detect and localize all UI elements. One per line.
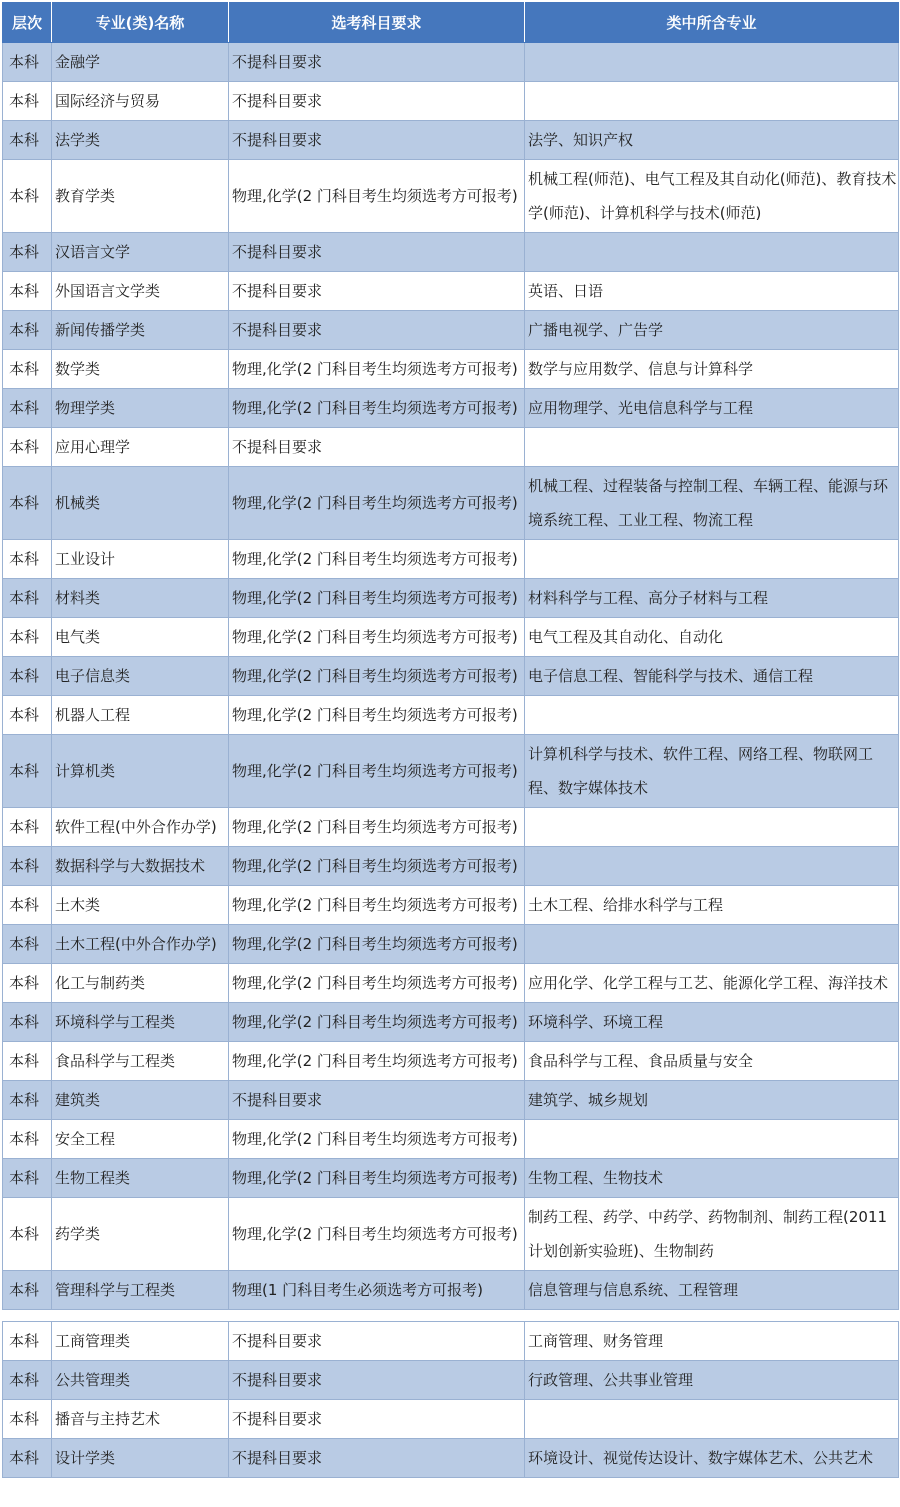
table-row [3,618,899,657]
table-row [3,847,899,886]
cell-major: 土木工程(中外合作办学) [52,925,229,964]
cell-major: 法学类 [52,121,229,160]
cell-level: 本科 [3,1439,52,1478]
cell-major: 软件工程(中外合作办学) [52,808,229,847]
cell-major: 工业设计 [52,540,229,579]
cell-level: 本科 [3,389,52,428]
cell-major: 设计学类 [52,1439,229,1478]
cell-included: 信息管理与信息系统、工程管理 [525,1271,899,1310]
cell-requirement: 物理,化学(2 门科目考生均须选考方可报考) [229,925,525,964]
table-row [3,1042,899,1081]
cell-level: 本科 [3,886,52,925]
cell-level: 本科 [3,579,52,618]
cell-level: 本科 [3,233,52,272]
table-gap [3,1310,899,1322]
cell-level: 本科 [3,43,52,82]
table-row [3,1361,899,1400]
table-row [3,1159,899,1198]
table-row [3,1322,899,1361]
cell-level: 本科 [3,121,52,160]
cell-included: 机械工程(师范)、电气工程及其自动化(师范)、教育技术学(师范)、计算机科学与技术(师范) [525,160,899,233]
cell-level: 本科 [3,735,52,808]
table-row [3,886,899,925]
table-body [3,43,899,1478]
table-row [3,964,899,1003]
cell-level: 本科 [3,808,52,847]
cell-requirement: 物理,化学(2 门科目考生均须选考方可报考) [229,1120,525,1159]
table-row [3,428,899,467]
table-row [3,1198,899,1271]
cell-requirement: 物理,化学(2 门科目考生均须选考方可报考) [229,886,525,925]
cell-level: 本科 [3,1361,52,1400]
cell-level: 本科 [3,925,52,964]
table-row [3,1400,899,1439]
table-row [3,925,899,964]
cell-major: 公共管理类 [52,1361,229,1400]
cell-requirement: 物理,化学(2 门科目考生均须选考方可报考) [229,808,525,847]
cell-requirement: 不提科目要求 [229,1322,525,1361]
cell-level: 本科 [3,467,52,540]
cell-major: 电气类 [52,618,229,657]
cell-included: 环境设计、视觉传达设计、数字媒体艺术、公共艺术 [525,1439,899,1478]
cell-included: 工商管理、财务管理 [525,1322,899,1361]
cell-major: 机械类 [52,467,229,540]
cell-included: 法学、知识产权 [525,121,899,160]
cell-included: 材料科学与工程、高分子材料与工程 [525,579,899,618]
cell-included: 应用化学、化学工程与工艺、能源化学工程、海洋技术 [525,964,899,1003]
cell-requirement: 物理,化学(2 门科目考生均须选考方可报考) [229,160,525,233]
cell-requirement: 不提科目要求 [229,82,525,121]
cell-level: 本科 [3,1159,52,1198]
cell-major: 计算机类 [52,735,229,808]
table-row [3,82,899,121]
cell-major: 播音与主持艺术 [52,1400,229,1439]
cell-level: 本科 [3,311,52,350]
cell-included: 应用物理学、光电信息科学与工程 [525,389,899,428]
table-row [3,311,899,350]
cell-requirement: 物理,化学(2 门科目考生均须选考方可报考) [229,696,525,735]
cell-requirement: 不提科目要求 [229,1081,525,1120]
cell-major: 汉语言文学 [52,233,229,272]
cell-included [525,808,899,847]
cell-included [525,1120,899,1159]
cell-requirement: 物理,化学(2 门科目考生均须选考方可报考) [229,847,525,886]
cell-requirement: 物理,化学(2 门科目考生均须选考方可报考) [229,657,525,696]
cell-level: 本科 [3,350,52,389]
header-level: 层次 [3,3,52,43]
cell-included: 电气工程及其自动化、自动化 [525,618,899,657]
cell-included: 制药工程、药学、中药学、药物制剂、制药工程(2011 计划创新实验班)、生物制药 [525,1198,899,1271]
cell-major: 生物工程类 [52,1159,229,1198]
cell-level: 本科 [3,1003,52,1042]
cell-level: 本科 [3,1042,52,1081]
cell-requirement: 不提科目要求 [229,428,525,467]
cell-major: 食品科学与工程类 [52,1042,229,1081]
table-row [3,1081,899,1120]
table-row [3,657,899,696]
majors-table [2,2,899,1478]
table-row [3,389,899,428]
cell-level: 本科 [3,1081,52,1120]
cell-included [525,696,899,735]
cell-level: 本科 [3,1198,52,1271]
cell-requirement: 物理,化学(2 门科目考生均须选考方可报考) [229,964,525,1003]
cell-included: 环境科学、环境工程 [525,1003,899,1042]
cell-included [525,428,899,467]
table-header [3,3,899,43]
table-row [3,121,899,160]
cell-requirement: 物理,化学(2 门科目考生均须选考方可报考) [229,540,525,579]
cell-included: 土木工程、给排水科学与工程 [525,886,899,925]
cell-included: 食品科学与工程、食品质量与安全 [525,1042,899,1081]
cell-included [525,233,899,272]
cell-requirement: 不提科目要求 [229,272,525,311]
cell-requirement: 物理,化学(2 门科目考生均须选考方可报考) [229,389,525,428]
cell-requirement: 不提科目要求 [229,233,525,272]
cell-requirement: 物理,化学(2 门科目考生均须选考方可报考) [229,735,525,808]
table-row [3,1120,899,1159]
cell-major: 工商管理类 [52,1322,229,1361]
cell-major: 药学类 [52,1198,229,1271]
table-row [3,43,899,82]
cell-major: 土木类 [52,886,229,925]
cell-requirement: 物理,化学(2 门科目考生均须选考方可报考) [229,618,525,657]
cell-level: 本科 [3,1322,52,1361]
cell-major: 电子信息类 [52,657,229,696]
header-major: 专业(类)名称 [52,3,229,43]
cell-level: 本科 [3,540,52,579]
cell-major: 教育学类 [52,160,229,233]
cell-requirement: 不提科目要求 [229,1361,525,1400]
cell-included: 建筑学、城乡规划 [525,1081,899,1120]
cell-level: 本科 [3,696,52,735]
cell-requirement: 物理,化学(2 门科目考生均须选考方可报考) [229,1003,525,1042]
table-row [3,1439,899,1478]
cell-major: 化工与制药类 [52,964,229,1003]
cell-included: 广播电视学、广告学 [525,311,899,350]
table-row [3,350,899,389]
cell-requirement: 物理,化学(2 门科目考生均须选考方可报考) [229,1159,525,1198]
cell-level: 本科 [3,618,52,657]
header-requirement: 选考科目要求 [229,3,525,43]
table-row [3,160,899,233]
cell-requirement: 不提科目要求 [229,311,525,350]
cell-included: 英语、日语 [525,272,899,311]
cell-level: 本科 [3,1400,52,1439]
cell-major: 机器人工程 [52,696,229,735]
cell-level: 本科 [3,160,52,233]
table-row [3,579,899,618]
cell-level: 本科 [3,964,52,1003]
table-row [3,233,899,272]
cell-included: 计算机科学与技术、软件工程、网络工程、物联网工程、数字媒体技术 [525,735,899,808]
table-row [3,696,899,735]
table-row [3,1271,899,1310]
cell-major: 管理科学与工程类 [52,1271,229,1310]
cell-requirement: 物理,化学(2 门科目考生均须选考方可报考) [229,350,525,389]
cell-requirement: 不提科目要求 [229,1439,525,1478]
cell-level: 本科 [3,428,52,467]
cell-level: 本科 [3,657,52,696]
cell-included: 行政管理、公共事业管理 [525,1361,899,1400]
cell-level: 本科 [3,847,52,886]
cell-requirement: 不提科目要求 [229,121,525,160]
cell-level: 本科 [3,1271,52,1310]
cell-requirement: 物理,化学(2 门科目考生均须选考方可报考) [229,467,525,540]
table-row [3,808,899,847]
table-row [3,1003,899,1042]
cell-major: 国际经济与贸易 [52,82,229,121]
cell-level: 本科 [3,1120,52,1159]
cell-included: 电子信息工程、智能科学与技术、通信工程 [525,657,899,696]
cell-included: 机械工程、过程装备与控制工程、车辆工程、能源与环境系统工程、工业工程、物流工程 [525,467,899,540]
cell-requirement: 物理,化学(2 门科目考生均须选考方可报考) [229,1198,525,1271]
cell-major: 外国语言文学类 [52,272,229,311]
cell-major: 建筑类 [52,1081,229,1120]
cell-requirement: 物理,化学(2 门科目考生均须选考方可报考) [229,579,525,618]
cell-major: 安全工程 [52,1120,229,1159]
cell-major: 环境科学与工程类 [52,1003,229,1042]
cell-major: 数据科学与大数据技术 [52,847,229,886]
table-row [3,467,899,540]
cell-major: 应用心理学 [52,428,229,467]
table-row [3,540,899,579]
cell-requirement: 不提科目要求 [229,43,525,82]
table-row [3,735,899,808]
cell-major: 新闻传播学类 [52,311,229,350]
cell-included [525,82,899,121]
cell-included [525,1400,899,1439]
cell-included [525,925,899,964]
cell-requirement: 物理(1 门科目考生必须选考方可报考) [229,1271,525,1310]
cell-requirement: 不提科目要求 [229,1400,525,1439]
cell-included [525,540,899,579]
cell-included: 生物工程、生物技术 [525,1159,899,1198]
cell-level: 本科 [3,272,52,311]
header-included: 类中所含专业 [525,3,899,43]
cell-included: 数学与应用数学、信息与计算科学 [525,350,899,389]
cell-major: 材料类 [52,579,229,618]
cell-requirement: 物理,化学(2 门科目考生均须选考方可报考) [229,1042,525,1081]
cell-level: 本科 [3,82,52,121]
cell-included [525,43,899,82]
cell-major: 金融学 [52,43,229,82]
cell-major: 物理学类 [52,389,229,428]
cell-included [525,847,899,886]
table-row [3,272,899,311]
cell-major: 数学类 [52,350,229,389]
